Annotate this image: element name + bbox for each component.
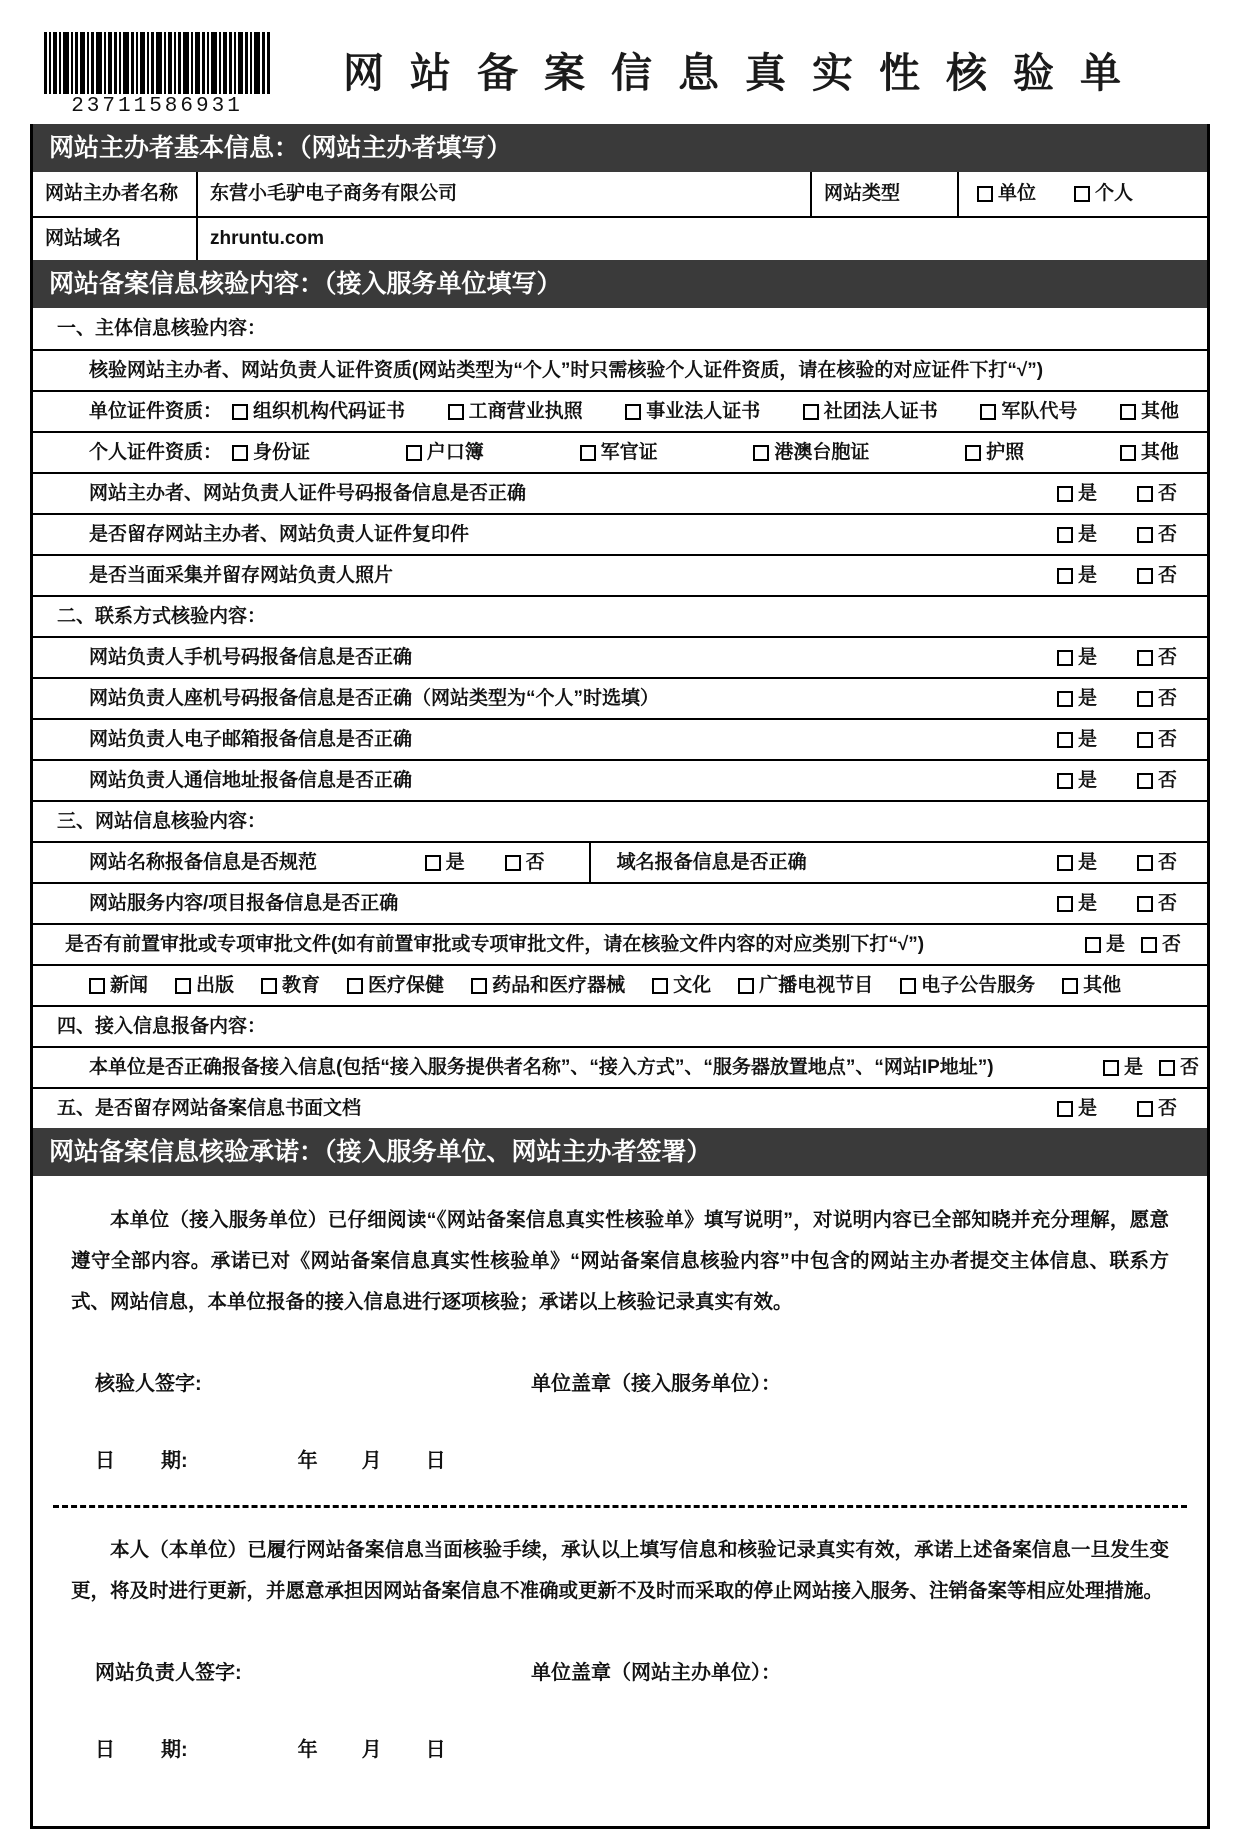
responsible-signature-label: 网站负责人签字:	[95, 1661, 242, 1684]
checkbox-icon	[1074, 186, 1090, 202]
no-checkbox[interactable]	[1137, 482, 1177, 506]
domain-check-cell	[591, 843, 1207, 882]
checkbox-icon	[1057, 650, 1073, 666]
yes-no-group	[1057, 646, 1207, 670]
checkbox-icon	[1057, 486, 1073, 502]
site-type-label: 网站类型	[812, 172, 959, 216]
website-heading: 三、网站信息核验内容：	[57, 810, 267, 832]
yes-no-group	[1057, 728, 1207, 752]
yes-label: 是	[1077, 728, 1097, 750]
checkbox-icon	[1137, 855, 1153, 871]
row-text: 网站负责人电子邮箱报备信息是否正确	[89, 728, 413, 750]
checkbox-icon	[652, 978, 668, 994]
yes-checkbox[interactable]	[1057, 728, 1097, 752]
yes-checkbox[interactable]	[1057, 564, 1097, 588]
checkbox-icon	[977, 186, 993, 202]
category-other-checkbox[interactable]	[1062, 974, 1121, 998]
checkbox-icon	[1120, 404, 1136, 420]
option-label: 电子公告服务	[921, 974, 1036, 996]
website-name-domain-row	[33, 841, 1207, 882]
yes-checkbox[interactable]	[1057, 646, 1097, 670]
option-label: 其他	[1140, 400, 1179, 422]
yes-checkbox[interactable]	[1103, 1056, 1143, 1080]
checkbox-icon	[1141, 937, 1157, 953]
checkbox-icon	[1137, 527, 1153, 543]
row-text: 是否有前置审批或专项审批文件(如有前置审批或专项审批文件，请在核验文件内容的对应类别下打“√”)	[65, 933, 925, 955]
unit-cert-options	[222, 400, 1207, 424]
unit-cert-label: 单位证件资质：	[89, 400, 223, 422]
checkbox-icon	[1137, 486, 1153, 502]
pre-approval-row	[33, 923, 1207, 964]
section-commitment-header: 网站备案信息核验承诺：（接入服务单位、网站主办者签署）	[33, 1128, 1207, 1176]
option-label: 文化	[673, 974, 712, 996]
date-line-owner	[95, 1733, 1169, 1762]
date-day: 日	[425, 1449, 446, 1472]
yes-checkbox[interactable]	[1057, 687, 1097, 711]
date-year: 年	[297, 1449, 318, 1472]
yes-label: 是	[1077, 892, 1097, 914]
domain-value: zhruntu.com	[210, 228, 324, 250]
no-checkbox[interactable]	[1137, 728, 1177, 752]
no-checkbox[interactable]	[1137, 892, 1177, 916]
option-label: 事业法人证书	[646, 400, 761, 422]
no-label: 否	[1157, 851, 1177, 873]
category-education-checkbox[interactable]	[261, 974, 320, 998]
date-day: 日	[425, 1738, 446, 1761]
option-label: 其他	[1140, 441, 1179, 463]
checkbox-icon	[753, 445, 769, 461]
checkbox-icon	[1057, 773, 1073, 789]
category-news-checkbox[interactable]	[89, 974, 148, 998]
mobile-correct-row	[33, 636, 1207, 677]
personal-cert-household-checkbox[interactable]	[406, 441, 484, 465]
date-qi: 期:	[161, 1738, 188, 1761]
yes-no-group	[1057, 892, 1207, 916]
yes-checkbox[interactable]	[1057, 523, 1097, 547]
row-text: 是否当面采集并留存网站负责人照片	[89, 564, 394, 586]
no-label: 否	[1157, 687, 1177, 709]
yes-label: 是	[1077, 523, 1097, 545]
option-label: 军队代号	[1001, 400, 1078, 422]
checkbox-icon	[1057, 1101, 1073, 1117]
yes-no-group	[1057, 851, 1207, 875]
row-text: 网站负责人通信地址报备信息是否正确	[89, 769, 413, 791]
contact-heading: 二、联系方式核验内容：	[57, 605, 267, 627]
category-pharma-devices-checkbox[interactable]	[471, 974, 625, 998]
access-info-row	[33, 1046, 1207, 1087]
date-ri: 日	[95, 1738, 115, 1761]
checkbox-icon	[1057, 896, 1073, 912]
checkbox-icon	[175, 978, 191, 994]
yes-checkbox[interactable]	[1057, 851, 1097, 875]
checkbox-icon	[1057, 855, 1073, 871]
isp-commitment-paragraph: 本单位（接入服务单位）已仔细阅读“《网站备案信息真实性核验单》填写说明”，对说明内容已全部知晓并充分理解，愿意遵守全部内容。承诺已对《网站备案信息真实性核验单》“网站备案信息核验内容”中包含的网站主办者提交主体信息、联系方式、网站信息，本单位报备的接入信息进行逐项核验；承诺以上核验记录真实有效。	[71, 1209, 1169, 1313]
checkbox-icon	[406, 445, 422, 461]
archive-row	[33, 1087, 1207, 1128]
section-verify-header: 网站备案信息核验内容：（接入服务单位填写）	[33, 260, 1207, 308]
yes-no-group	[1103, 1056, 1207, 1080]
checkbox-icon	[1159, 1060, 1175, 1076]
checkbox-icon	[625, 404, 641, 420]
no-checkbox[interactable]	[1137, 564, 1177, 588]
checkbox-icon	[232, 445, 248, 461]
date-month: 月	[361, 1449, 382, 1472]
checkbox-icon	[980, 404, 996, 420]
category-publishing-checkbox[interactable]	[175, 974, 234, 998]
checkbox-icon	[1062, 978, 1078, 994]
option-label: 教育	[282, 974, 321, 996]
barcode-number: 23711586931	[71, 95, 243, 118]
personal-cert-other-checkbox[interactable]	[1120, 441, 1179, 465]
email-correct-row	[33, 718, 1207, 759]
checkbox-icon	[448, 404, 464, 420]
date-ri: 日	[95, 1449, 115, 1472]
unit-seal-owner-label: 单位盖章（网站主办单位）：	[531, 1661, 781, 1684]
option-label: 医疗保健	[368, 974, 445, 996]
checkbox-icon	[1085, 937, 1101, 953]
option-label: 护照	[986, 441, 1025, 463]
option-label: 其他	[1083, 974, 1122, 996]
cut-line	[53, 1505, 1187, 1508]
checkbox-icon	[1137, 896, 1153, 912]
verifier-signature-row	[71, 1367, 1169, 1396]
date-line-isp	[95, 1444, 1169, 1473]
option-label: 军官证	[600, 441, 658, 463]
checkbox-icon	[425, 855, 441, 871]
checkbox-icon	[1137, 732, 1153, 748]
no-checkbox[interactable]	[1137, 851, 1177, 875]
yes-no-group	[1057, 1097, 1207, 1121]
personal-cert-label: 个人证件资质：	[89, 441, 223, 463]
option-label: 组织机构代码证书	[253, 400, 406, 422]
owner-name-row	[33, 172, 1207, 216]
yes-label: 是	[1077, 851, 1097, 873]
checkbox-icon	[1103, 1060, 1119, 1076]
checkbox-icon	[347, 978, 363, 994]
owner-name-value: 东营小毛驴电子商务有限公司	[198, 172, 812, 216]
no-checkbox[interactable]	[1141, 933, 1181, 957]
category-healthcare-checkbox[interactable]	[347, 974, 444, 998]
checkbox-icon	[1120, 445, 1136, 461]
yes-checkbox[interactable]	[1057, 1097, 1097, 1121]
access-heading-row	[33, 1005, 1207, 1046]
contact-heading-row	[33, 595, 1207, 636]
checkbox-icon	[1057, 732, 1073, 748]
option-label: 户口簿	[426, 441, 484, 463]
site-type-personal-label: 个人	[1095, 183, 1134, 205]
checkbox-icon	[505, 855, 521, 871]
owner-commitment-paragraph: 本人（本单位）已履行网站备案信息当面核验手续，承认以上填写信息和核验记录真实有效，承诺上述备案信息一旦发生变更，将及时进行更新，并愿意承担因网站备案信息不准确或更新不及时而采取的停止网站接入服务、注销备案等相应处理措施。	[71, 1538, 1169, 1602]
approval-categories	[33, 974, 1141, 998]
unit-cert-row	[33, 390, 1207, 431]
service-content-row	[33, 882, 1207, 923]
yes-label: 是	[1123, 1056, 1143, 1078]
unit-cert-other-checkbox[interactable]	[1120, 400, 1179, 424]
access-heading: 四、接入信息报备内容：	[57, 1015, 267, 1037]
approval-categories-row	[33, 964, 1207, 1005]
option-label: 新闻	[110, 974, 149, 996]
yes-label: 是	[1077, 564, 1097, 586]
archive-heading: 五、是否留存网站备案信息书面文档	[57, 1097, 362, 1119]
cert-number-correct-row	[33, 472, 1207, 513]
yes-no-group	[1057, 482, 1207, 506]
owner-name-label: 网站主办者名称	[33, 172, 198, 216]
row-text: 网站服务内容/项目报备信息是否正确	[89, 892, 399, 914]
row-text: 网站名称报备信息是否规范	[89, 851, 318, 873]
checkbox-icon	[965, 445, 981, 461]
site-type-unit-checkbox[interactable]	[977, 182, 1036, 206]
website-heading-row	[33, 800, 1207, 841]
domain-label: 网站域名	[33, 218, 198, 260]
date-year: 年	[297, 1738, 318, 1761]
checkbox-icon	[738, 978, 754, 994]
document-header	[30, 18, 1210, 124]
verification-form-table	[30, 124, 1210, 1829]
no-checkbox[interactable]	[1137, 523, 1177, 547]
yes-no-group	[425, 851, 589, 875]
checkbox-icon	[232, 404, 248, 420]
checkbox-icon	[1057, 568, 1073, 584]
option-label: 港澳台胞证	[774, 441, 870, 463]
row-text: 域名报备信息是否正确	[616, 851, 807, 873]
unit-cert-social-org-checkbox[interactable]	[803, 400, 938, 424]
yes-label: 是	[445, 851, 465, 873]
yes-no-group	[1085, 933, 1207, 957]
photo-collected-row	[33, 554, 1207, 595]
barcode-block	[30, 18, 280, 118]
yes-no-group	[1057, 564, 1207, 588]
yes-label: 是	[1077, 646, 1097, 668]
landline-correct-row	[33, 677, 1207, 718]
no-label: 否	[1157, 1097, 1177, 1119]
checkbox-icon	[1137, 773, 1153, 789]
no-label: 否	[1157, 564, 1177, 586]
checkbox-icon	[89, 978, 105, 994]
checkbox-icon	[1137, 650, 1153, 666]
no-checkbox[interactable]	[1137, 687, 1177, 711]
no-label: 否	[1161, 933, 1181, 955]
date-qi: 期:	[161, 1449, 188, 1472]
unit-cert-institution-checkbox[interactable]	[625, 400, 760, 424]
no-checkbox[interactable]	[1137, 769, 1177, 793]
row-text: 是否留存网站主办者、网站负责人证件复印件	[89, 523, 470, 545]
yes-label: 是	[1077, 687, 1097, 709]
no-label: 否	[525, 851, 545, 873]
checkbox-icon	[471, 978, 487, 994]
yes-no-group	[1057, 523, 1207, 547]
barcode-image	[44, 32, 270, 94]
yes-label: 是	[1077, 769, 1097, 791]
page-title: 网站备案信息真实性核验单	[343, 50, 1147, 96]
yes-no-group	[1057, 769, 1207, 793]
checkbox-icon	[261, 978, 277, 994]
unit-cert-business-license-checkbox[interactable]	[448, 400, 583, 424]
yes-label: 是	[1077, 1097, 1097, 1119]
no-label: 否	[1157, 769, 1177, 791]
personal-cert-military-id-checkbox[interactable]	[580, 441, 658, 465]
row-text: 网站负责人座机号码报备信息是否正确（网站类型为“个人”时选填）	[89, 687, 660, 709]
option-label: 广播电视节目	[759, 974, 874, 996]
option-label: 工商营业执照	[468, 400, 583, 422]
cert-note-row	[33, 349, 1207, 390]
no-checkbox[interactable]	[505, 851, 545, 875]
cert-copy-kept-row	[33, 513, 1207, 554]
personal-cert-id-card-checkbox[interactable]	[232, 441, 310, 465]
site-type-unit-label: 单位	[998, 183, 1037, 205]
unit-cert-military-checkbox[interactable]	[980, 400, 1077, 424]
checkbox-icon	[1057, 691, 1073, 707]
site-type-options	[959, 178, 1207, 210]
checkbox-icon	[1137, 1101, 1153, 1117]
address-correct-row	[33, 759, 1207, 800]
personal-cert-hmt-checkbox[interactable]	[753, 441, 869, 465]
row-text: 网站负责人手机号码报备信息是否正确	[89, 646, 413, 668]
checkbox-icon	[580, 445, 596, 461]
no-checkbox[interactable]	[1137, 1097, 1177, 1121]
yes-no-group	[1057, 687, 1207, 711]
subject-heading-row	[33, 308, 1207, 349]
unit-seal-isp-label: 单位盖章（接入服务单位）：	[531, 1372, 781, 1395]
no-checkbox[interactable]	[1137, 646, 1177, 670]
cert-note-text: 核验网站主办者、网站负责人证件资质(网站类型为“个人”时只需核验个人证件资质，请在核验的对应证件下打“√”)	[89, 359, 1044, 381]
verification-form-page	[30, 18, 1210, 1829]
no-label: 否	[1157, 482, 1177, 504]
date-month: 月	[361, 1738, 382, 1761]
yes-label: 是	[1077, 482, 1097, 504]
personal-cert-options	[222, 441, 1207, 465]
verifier-signature-label: 核验人签字:	[95, 1372, 202, 1395]
site-type-personal-checkbox[interactable]	[1074, 182, 1133, 206]
row-text: 本单位是否正确报备接入信息(包括“接入服务提供者名称”、“接入方式”、“服务器放置地点”、“网站IP地址”)	[89, 1056, 994, 1078]
yes-label: 是	[1105, 933, 1125, 955]
checkbox-icon	[900, 978, 916, 994]
row-text: 网站主办者、网站负责人证件号码报备信息是否正确	[89, 482, 527, 504]
no-label: 否	[1157, 646, 1177, 668]
no-label: 否	[1179, 1056, 1199, 1078]
category-broadcast-tv-checkbox[interactable]	[738, 974, 873, 998]
option-label: 出版	[196, 974, 235, 996]
no-label: 否	[1157, 523, 1177, 545]
option-label: 药品和医疗器械	[492, 974, 626, 996]
option-label: 身份证	[253, 441, 311, 463]
yes-checkbox[interactable]	[1057, 769, 1097, 793]
section-owner-info-header: 网站主办者基本信息：（网站主办者填写）	[33, 124, 1207, 172]
option-label: 社团法人证书	[823, 400, 938, 422]
checkbox-icon	[1137, 568, 1153, 584]
no-checkbox[interactable]	[1159, 1056, 1199, 1080]
personal-cert-passport-checkbox[interactable]	[965, 441, 1024, 465]
checkbox-icon	[1137, 691, 1153, 707]
no-label: 否	[1157, 728, 1177, 750]
website-name-check-cell	[33, 843, 591, 882]
checkbox-icon	[1057, 527, 1073, 543]
commitment-area	[33, 1176, 1207, 1826]
no-label: 否	[1157, 892, 1177, 914]
yes-checkbox[interactable]	[425, 851, 465, 875]
yes-checkbox[interactable]	[1085, 933, 1125, 957]
subject-heading: 一、主体信息核验内容：	[57, 317, 267, 339]
yes-checkbox[interactable]	[1057, 482, 1097, 506]
unit-cert-org-code-checkbox[interactable]	[232, 400, 405, 424]
yes-checkbox[interactable]	[1057, 892, 1097, 916]
checkbox-icon	[803, 404, 819, 420]
personal-cert-row	[33, 431, 1207, 472]
category-bbs-checkbox[interactable]	[900, 974, 1035, 998]
domain-row	[33, 216, 1207, 260]
category-culture-checkbox[interactable]	[652, 974, 711, 998]
responsible-signature-row	[71, 1656, 1169, 1685]
